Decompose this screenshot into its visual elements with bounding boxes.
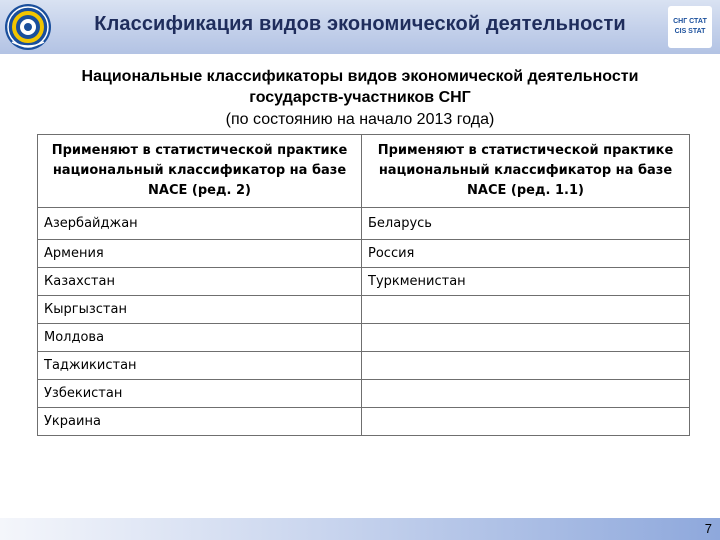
table-cell: Молдова — [38, 324, 362, 352]
classification-table — [37, 134, 690, 436]
footer-bar — [0, 518, 720, 540]
cis-stat-logo-en: CIS STAT — [674, 28, 706, 35]
table-row — [38, 380, 690, 408]
table-cell — [362, 408, 690, 436]
header-nace-rev11: Применяют в статистической практике национальный классификатор на базе NACE (ред. 1.1) — [362, 135, 690, 208]
table-row — [38, 296, 690, 324]
table-cell — [362, 352, 690, 380]
cis-stat-logo — [668, 6, 712, 48]
table-cell: Узбекистан — [38, 380, 362, 408]
table-cell: Казахстан — [38, 268, 362, 296]
table-row — [38, 208, 690, 240]
table-header-row — [38, 135, 690, 208]
table-cell: Кыргызстан — [38, 296, 362, 324]
subtitle — [0, 66, 720, 108]
table-cell: Таджикистан — [38, 352, 362, 380]
subtitle-line-1: Национальные классификаторы видов экономической деятельности — [81, 68, 639, 85]
table-row — [38, 240, 690, 268]
header-nace-rev2: Применяют в статистической практике национальный классификатор на базе NACE (ред. 2) — [38, 135, 362, 208]
cis-stat-logo-ru: СНГ СТАТ — [673, 18, 707, 25]
table-cell: Армения — [38, 240, 362, 268]
subtitle-line-2: государств-участников СНГ — [249, 89, 471, 106]
header-bar — [0, 0, 720, 54]
table-cell — [362, 380, 690, 408]
table-row — [38, 324, 690, 352]
table-cell: Россия — [362, 240, 690, 268]
table-row — [38, 352, 690, 380]
table-row — [38, 408, 690, 436]
table-cell: Украина — [38, 408, 362, 436]
page-number: 7 — [704, 521, 712, 536]
table-cell: Туркменистан — [362, 268, 690, 296]
table-cell: Азербайджан — [38, 208, 362, 240]
table-cell: Беларусь — [362, 208, 690, 240]
table-cell — [362, 324, 690, 352]
table-cell — [362, 296, 690, 324]
slide-title: Классификация видов экономической деятельности — [94, 13, 626, 35]
subtitle-note: (по состоянию на начало 2013 года) — [225, 111, 495, 128]
table-row — [38, 268, 690, 296]
